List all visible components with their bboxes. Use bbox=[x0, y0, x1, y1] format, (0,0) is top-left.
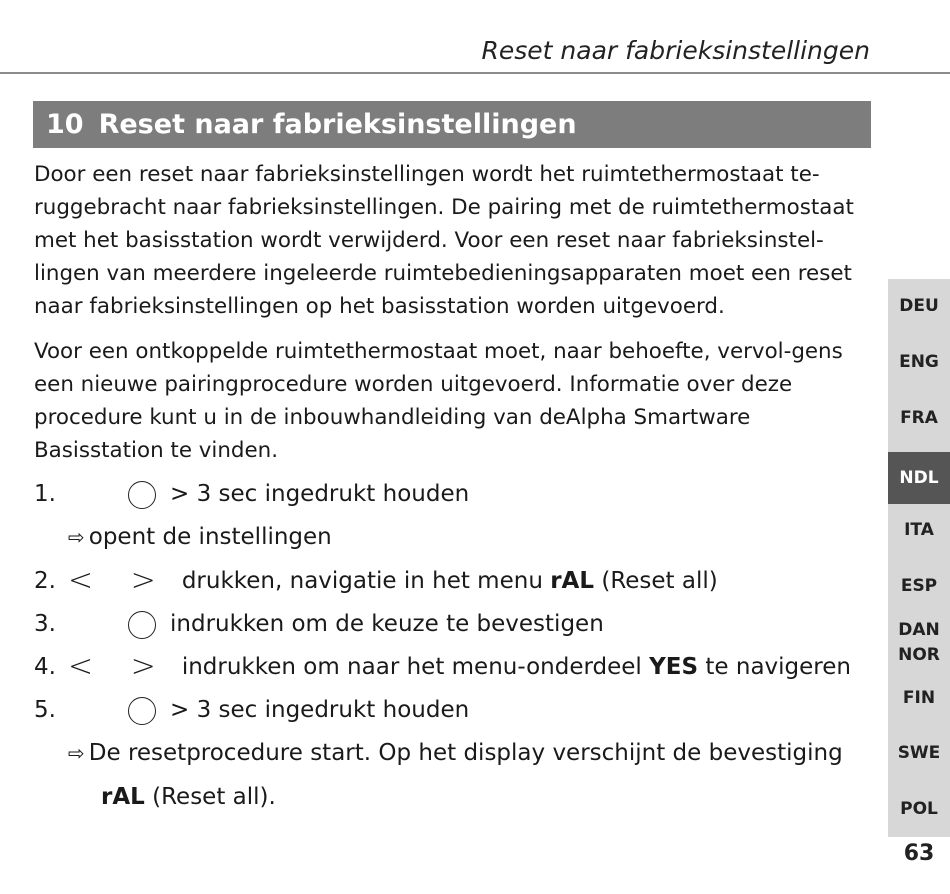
lang-tab-dan[interactable]: DAN bbox=[898, 620, 940, 640]
ok-button-icon bbox=[128, 611, 156, 639]
step-1-result bbox=[68, 522, 332, 552]
display-code: rAL bbox=[101, 784, 145, 810]
result-arrow-icon: ⇨ bbox=[68, 525, 85, 549]
step-number: 3. bbox=[34, 611, 56, 637]
step-text: indrukken om de keuze te bevestigen bbox=[170, 611, 604, 637]
menu-option: YES bbox=[649, 654, 699, 680]
ok-button-icon bbox=[128, 697, 156, 725]
left-right-arrows-icon: < > bbox=[68, 563, 170, 598]
left-right-arrows-icon: < > bbox=[68, 649, 170, 684]
step-5-result-line-2 bbox=[101, 782, 276, 812]
step-text-tail: te navigeren bbox=[698, 654, 851, 680]
running-header: Reset naar fabrieksinstellingen bbox=[481, 36, 870, 65]
step-5-result bbox=[68, 738, 843, 768]
result-text: De resetprocedure start. Op het display verschijnt de bevestiging bbox=[88, 740, 843, 766]
lang-tab-fin[interactable]: FIN bbox=[902, 688, 936, 708]
step-text: > 3 sec ingedrukt houden bbox=[170, 697, 470, 723]
step-text: indrukken om naar het menu-onderdeel bbox=[181, 654, 650, 680]
header-divider bbox=[0, 72, 950, 74]
result-text: opent de instellingen bbox=[88, 524, 332, 550]
step-text: > 3 sec ingedrukt houden bbox=[170, 481, 470, 507]
step-number: 4. bbox=[34, 654, 56, 680]
section-title: Reset naar fabrieksinstellingen bbox=[98, 109, 577, 140]
lang-tab-eng[interactable]: ENG bbox=[899, 352, 939, 372]
lang-tab-esp[interactable]: ESP bbox=[900, 576, 938, 596]
paragraph-pairing: Voor een ontkoppelde ruimtethermostaat moet, naar behoefte, vervol-gens een nieuwe pairingprocedure worden uitgevoerd. Informatie over deze procedure kunt u in de inbouwhandleiding van deAlpha Smartware Basisstation te vinden. bbox=[34, 339, 843, 463]
result-arrow-icon: ⇨ bbox=[68, 741, 85, 765]
menu-code: rAL bbox=[550, 568, 595, 594]
lang-tab-ndl[interactable]: NDL bbox=[888, 452, 950, 504]
lang-tab-deu[interactable]: DEU bbox=[899, 296, 939, 316]
step-number: 2. bbox=[34, 568, 56, 594]
lang-tab-fra[interactable]: FRA bbox=[900, 408, 938, 428]
section-number: 10 bbox=[46, 109, 84, 140]
lang-tab-pol[interactable]: POL bbox=[900, 799, 938, 819]
ok-button-icon bbox=[128, 481, 156, 509]
step-number: 5. bbox=[34, 697, 56, 723]
step-text-tail: (Reset all) bbox=[594, 568, 718, 594]
result-tail: (Reset all). bbox=[144, 784, 276, 810]
lang-tab-ita[interactable]: ITA bbox=[904, 520, 934, 540]
lang-tab-nor[interactable]: NOR bbox=[898, 645, 940, 665]
paragraph-intro: Door een reset naar fabrieksinstellingen wordt het ruimtethermostaat te-ruggebracht naar fabrieksinstellingen. De pairing met de ruimtethermostaat met het basisstation wordt verwijderd. Voor een reset naar fabrieksinstel-lingen van meerdere ingeleerde ruimtebedieningsapparaten moet een reset naar fabrieksinstellingen op het basisstation worden uitgevoerd. bbox=[34, 162, 854, 319]
lang-tab-swe[interactable]: SWE bbox=[897, 743, 941, 763]
page-number: 63 bbox=[903, 841, 935, 866]
section-heading bbox=[33, 101, 871, 148]
step-number: 1. bbox=[34, 481, 56, 507]
step-text: drukken, navigatie in het menu bbox=[181, 568, 551, 594]
